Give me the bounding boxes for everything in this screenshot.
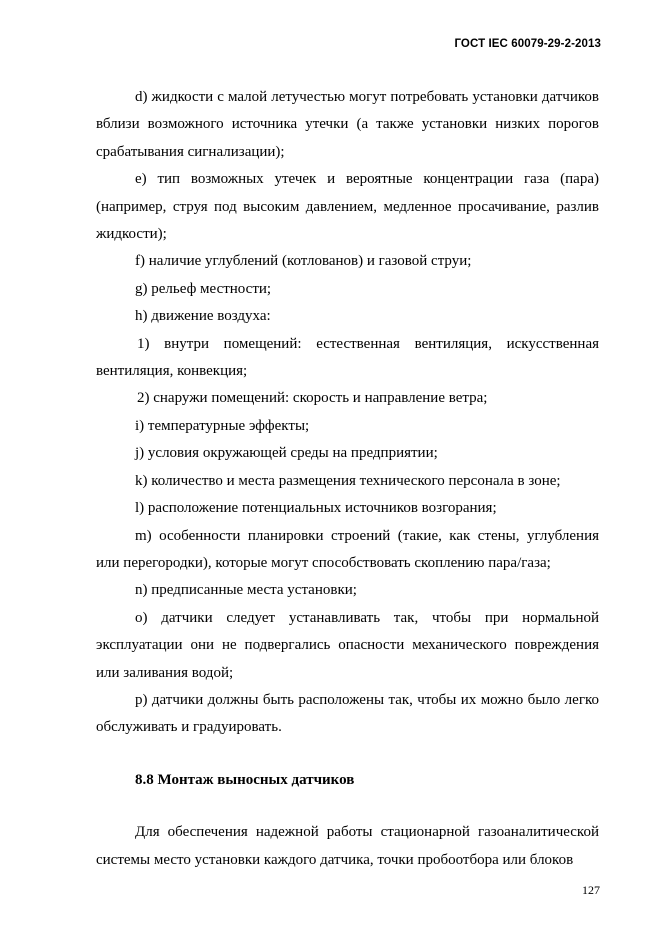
list-item-f: f) наличие углублений (котлованов) и газовой струи; [135,253,472,270]
page-content [96,84,599,874]
list-item-l: l) расположение потенциальных источников возгорания; [135,500,497,517]
list-item-n: n) предписанные места установки; [135,582,357,599]
list-item-k: k) количество и места размещения технического персонала в зоне; [135,472,561,489]
list-item-i: i) температурные эффекты; [135,417,310,434]
spacer [96,794,599,819]
list-item-h: h) движение воздуха: [135,308,271,325]
section-paragraph: Для обеспечения надежной работы стационарной газоаналитической системы место установки каждого датчика, точки пробоотбора или блоков [96,824,599,868]
list-subitem-2: 2) снаружи помещений: скорость и направление ветра; [137,390,488,407]
spacer [96,742,599,767]
page-number: 127 [582,883,600,897]
list-item-m: m) особенности планировки строений (такие, как стены, углубления или перегородки), которые могут способствовать скоплению пара/газа; [96,527,599,571]
list-item-e: e) тип возможных утечек и вероятные концентрации газа (пара) (например, струя под высоким давлением, медленное просачивание, разлив жидкости); [96,171,599,243]
list-item-p: p) датчики должны быть расположены так, чтобы их можно было легко обслуживать и градуировать. [96,691,599,736]
section-heading: 8.8 Монтаж выносных датчиков [135,771,355,788]
list-item-o: o) датчики следует устанавливать так, чтобы при нормальной эксплуатации они не подвергались опасности механического повреждения или заливания водой; [96,609,599,681]
list-item-g: g) рельеф местности; [135,280,272,297]
list-item-j: j) условия окружающей среды на предприятии; [135,445,438,462]
list-subitem-1: 1) внутри помещений: естественная вентиляция, искусственная вентиляция, конвекция; [96,335,599,380]
list-item-d: d) жидкости с малой летучестью могут потребовать установки датчиков вблизи возможного источника утечки (а также установки низких порогов срабатывания сигнализации); [96,89,599,160]
standard-header: ГОСТ IEC 60079-29-2-2013 [454,38,601,50]
